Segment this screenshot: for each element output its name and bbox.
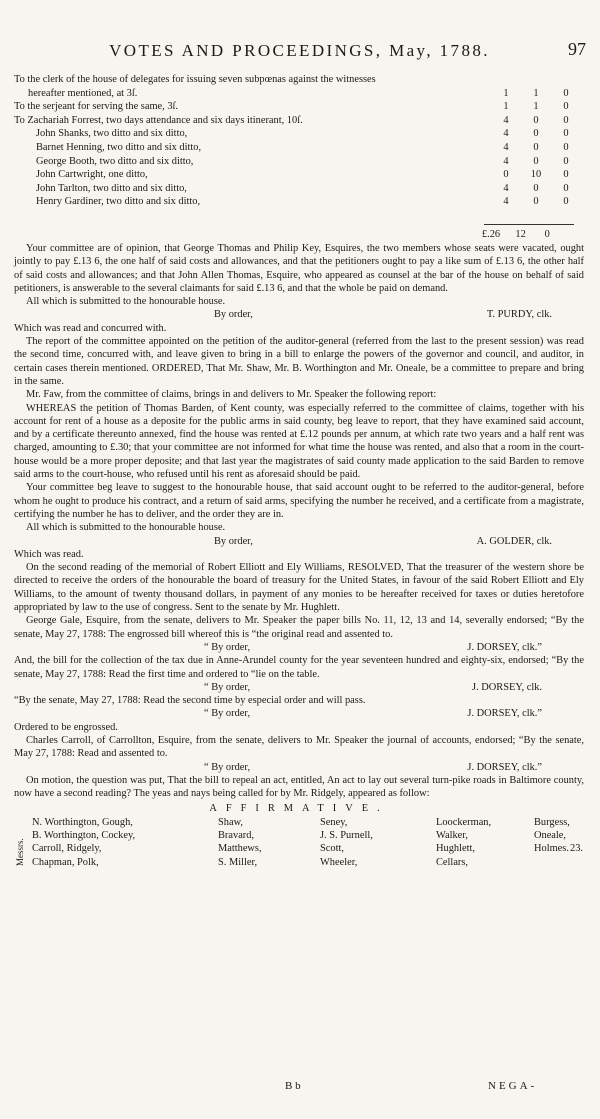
- vote-count: 23.: [570, 842, 583, 854]
- voter-name: Cellars,: [436, 856, 469, 868]
- account-amount: [491, 100, 581, 113]
- voter-name: Holmes.: [534, 843, 569, 855]
- voter-name: Loockerman,: [436, 816, 492, 828]
- by-order: “ By order,: [204, 641, 251, 653]
- votes-column: [32, 816, 135, 869]
- clerk-name: J. DORSEY, clk.”: [467, 708, 542, 720]
- voter-name: Matthews,: [218, 843, 262, 855]
- signature-line: [14, 761, 584, 774]
- voter-name: Shaw,: [218, 816, 244, 828]
- voter-name: J. S. Purnell,: [320, 830, 373, 842]
- amount-s: 10: [530, 169, 542, 181]
- account-table: [14, 73, 584, 209]
- votes-column: [534, 816, 570, 869]
- amount-l: 1: [503, 87, 509, 99]
- total-pounds: £.26: [481, 229, 501, 240]
- account-row: [14, 73, 584, 87]
- amount-s: 0: [533, 114, 539, 126]
- amount-s: 0: [533, 196, 539, 208]
- amount-d: 0: [563, 101, 569, 113]
- amount-d: 0: [563, 141, 569, 153]
- signature-line: [14, 707, 584, 720]
- voter-name: Wheeler,: [320, 856, 358, 868]
- account-row: [14, 155, 584, 169]
- account-amount: [491, 73, 581, 86]
- paragraph: On motion, the question was put, That the bill to repeal an act, entitled, An act to lay out several turn-pike roads in Baltimore county, now have a second reading? The yeas and nays being called for by Mr. Ridgely, appeared as follow:: [14, 774, 584, 800]
- voter-name: Chapman, Polk,: [32, 856, 99, 868]
- amount-l: 4: [503, 128, 509, 140]
- voter-name: Burgess,: [534, 816, 570, 828]
- paragraph: The report of the committee appointed on the petition of the auditor-general (referred from the last to the present session) was read the second time, concurred with, and leave given to bring in a bill to enlarge the powers of the governor and council, and auditor, in certain cases therein mentioned. ORDERED, That Mr. Shaw, Mr. B. Worthington and Mr. Oneale, be a committee to prepare and bring in the same.: [14, 336, 584, 387]
- account-item: George Booth, two ditto and six ditto,: [36, 155, 194, 167]
- account-amount: [491, 195, 581, 208]
- votes-heading: AFFIRMATIVE.: [209, 803, 389, 815]
- paragraph: Your committee beg leave to suggest to the honourable house, that said account ought to be referred to the auditor-general, before whom he ought to produce his contract, and a return of said arms, specifying the number he received, and a certificate from a magistrate, certifying the number he has to deliver, and the order they are in.: [14, 482, 584, 520]
- signature-line: [14, 308, 584, 321]
- voter-name: Seney,: [320, 816, 348, 828]
- paragraph: “By the senate, May 27, 1788: Read the second time by especial order and will pass.: [14, 695, 366, 707]
- amount-l: 4: [503, 155, 509, 167]
- account-amount: [491, 141, 581, 154]
- voter-name: Oneale,: [534, 830, 567, 842]
- voter-name: [534, 856, 570, 869]
- voter-name: Scott,: [320, 843, 344, 855]
- account-row: [14, 114, 584, 128]
- by-order: “ By order,: [204, 681, 251, 693]
- account-item: John Shanks, two ditto and six ditto,: [36, 128, 188, 140]
- clerk-name: A. GOLDER, clk.: [476, 535, 552, 547]
- paragraph: Charles Carroll, of Carrollton, Esquire, from the senate, delivers to Mr. Speaker the journal of accounts, endorsed; “By the senate, May 27, 1788: Read and assented to.: [14, 734, 584, 760]
- messrs-text: Messrs.: [15, 838, 25, 866]
- amount-d: 0: [563, 155, 569, 167]
- amount-d: 0: [563, 169, 569, 181]
- voter-name: N. Worthington, Gough,: [32, 816, 133, 828]
- paragraph: Mr. Faw, from the committee of claims, brings in and delivers to Mr. Speaker the following report:: [26, 389, 437, 401]
- voter-name: Carroll, Ridgely,: [32, 843, 102, 855]
- by-order: “ By order,: [204, 761, 251, 773]
- account-row: [14, 127, 584, 141]
- signature-line: [14, 641, 584, 654]
- account-item: Henry Gardiner, two ditto and six ditto,: [36, 196, 201, 208]
- paragraph: Which was read.: [14, 548, 84, 560]
- clerk-name: J. DORSEY, clk.”: [467, 761, 542, 773]
- paragraph: All which is submitted to the honourable house.: [26, 522, 226, 534]
- amount-d: 0: [563, 87, 569, 99]
- page-footer: [0, 1080, 600, 1100]
- amount-l: 4: [503, 182, 509, 194]
- account-item: To the clerk of the house of delegates for issuing seven subpœnas against the witnesses: [14, 74, 376, 85]
- amount-l: 0: [503, 169, 509, 181]
- account-total: [476, 228, 576, 241]
- page-header: [52, 39, 592, 66]
- account-row: [14, 100, 584, 114]
- account-amount: [491, 87, 581, 100]
- account-item: To Zachariah Forrest, two days attendance and six days itinerant, 10ſ.: [14, 114, 303, 126]
- page-number: 97: [568, 39, 586, 59]
- amount-l: 1: [503, 101, 509, 113]
- account-item: John Cartwright, one ditto,: [36, 169, 148, 181]
- voter-name: Bravard,: [218, 830, 255, 842]
- paragraph: And, the bill for the collection of the tax due in Anne-Arundel county for the year seventeen hundred and eighty-six, endorsed; “By the senate, May 27, 1788: Read the first time and ordered to “lie on the table.: [14, 655, 584, 680]
- paragraph: Ordered to be engrossed.: [14, 721, 118, 733]
- votes-column: [320, 816, 373, 869]
- account-row: [14, 168, 584, 182]
- messrs-label: [14, 818, 26, 870]
- sum-rule: [484, 224, 574, 225]
- paragraph: George Gale, Esquire, from the senate, delivers to Mr. Speaker the paper bills No. 11, 12, 13 and 14, severally endorsed; “By the senate, May 27, 1788: The engrossed bill whereof this is “the original read and assented to.: [14, 615, 584, 640]
- amount-s: 1: [533, 87, 539, 99]
- clerk-name: J. DORSEY, clk.: [472, 681, 542, 693]
- account-amount: [491, 155, 581, 168]
- account-amount: [491, 114, 581, 127]
- amount-s: 0: [533, 182, 539, 194]
- clerk-name: T. PURDY, clk.: [486, 309, 552, 321]
- paragraph: On the second reading of the memorial of Robert Elliott and Ely Williams, RESOLVED, That the treasurer of the western shore be directed to receive the orders of the honourable the board of treasury for the United States, in favour of the said Robert Elliott and Ely Williams, to the amount of twenty thousand dollars, in payment of any monies to be hereafter received for taxes or duties heretofore appropriated by law to the use of congress. Sent to the senate by Mr. Hughlett.: [14, 562, 584, 614]
- total-pence: 0: [544, 229, 550, 240]
- voter-name: B. Worthington, Cockey,: [32, 830, 136, 842]
- amount-d: 0: [563, 196, 569, 208]
- account-amount: [491, 182, 581, 195]
- account-row: [14, 141, 584, 155]
- running-title: VOTES AND PROCEEDINGS, May, 1788.: [109, 41, 490, 60]
- account-row: [14, 87, 584, 101]
- account-amount: [491, 168, 581, 181]
- amount-d: 0: [563, 114, 569, 126]
- voter-name: S. Miller,: [218, 856, 258, 868]
- account-item: John Tarlton, two ditto and six ditto,: [36, 182, 187, 194]
- paragraph: Which was read and concurred with.: [14, 322, 167, 334]
- paragraph: WHEREAS the petition of Thomas Barden, of Kent county, was especially referred to the committee of claims, together with his account for rent of a house as a deposite for the public arms in said county, beg leave to report, that they have examined said account, and by a certificate thereunto annexed, find the house was rented at £.12 pounds per annum, at which rate two years and a half rent was charged, amounting to £.30; that your committee are not informed for what time the house was rented, and also that a room in the court-house would be a more proper deposite; and that last year the magistrates of said county made application to the said Barden to remove said arms to the court-house, who refused until his rent as aforesaid should be paid.: [14, 402, 584, 481]
- amount-s: 0: [533, 155, 539, 167]
- votes-column: [218, 816, 262, 869]
- catchword: NEGA-: [488, 1080, 538, 1092]
- amount-s: 0: [533, 128, 539, 140]
- paragraph: Your committee are of opinion, that George Thomas and Philip Key, Esquires, the two members whose seats were vacated, ought jointly to pay £.13 6, the one half of said costs and allowances, and that the petitioners ought to pay a like sum of £.13 6, the other half of said costs and allowances; and that John Allen Thomas, Esquire, who appeared as counsel at the bar of the house on behalf of said petitioners, is answerable to the several claimants for said £.13 6, and that the whole be paid on demand.: [14, 243, 584, 294]
- account-item: To the serjeant for serving the same, 3ſ.: [14, 101, 179, 113]
- by-order: By order,: [214, 535, 253, 547]
- signature-mark: B b: [285, 1080, 301, 1092]
- voter-name: Hughlett,: [436, 843, 475, 855]
- by-order: “ By order,: [204, 708, 251, 720]
- voter-name: Walker,: [436, 830, 468, 842]
- account-row: [14, 182, 584, 196]
- account-item: hereafter mentioned, at 3ſ.: [28, 87, 138, 99]
- paragraph: All which is submitted to the honourable house.: [26, 296, 226, 308]
- account-amount: [491, 127, 581, 140]
- clerk-name: J. DORSEY, clk.”: [467, 641, 542, 653]
- votes-column: [436, 816, 491, 869]
- amount-d: 0: [563, 128, 569, 140]
- amount-l: 4: [503, 141, 509, 153]
- total-shillings: 12: [515, 229, 526, 240]
- by-order: By order,: [214, 309, 253, 321]
- signature-line: [14, 681, 584, 694]
- amount-l: 4: [503, 196, 509, 208]
- signature-line: [14, 535, 584, 548]
- votes-list: [14, 816, 584, 872]
- amount-s: 0: [533, 141, 539, 153]
- account-row: [14, 195, 584, 209]
- amount-l: 4: [503, 114, 509, 126]
- account-item: Barnet Henning, two ditto and six ditto,: [36, 141, 202, 153]
- amount-s: 1: [533, 101, 539, 113]
- body-text: [14, 242, 584, 872]
- amount-d: 0: [563, 182, 569, 194]
